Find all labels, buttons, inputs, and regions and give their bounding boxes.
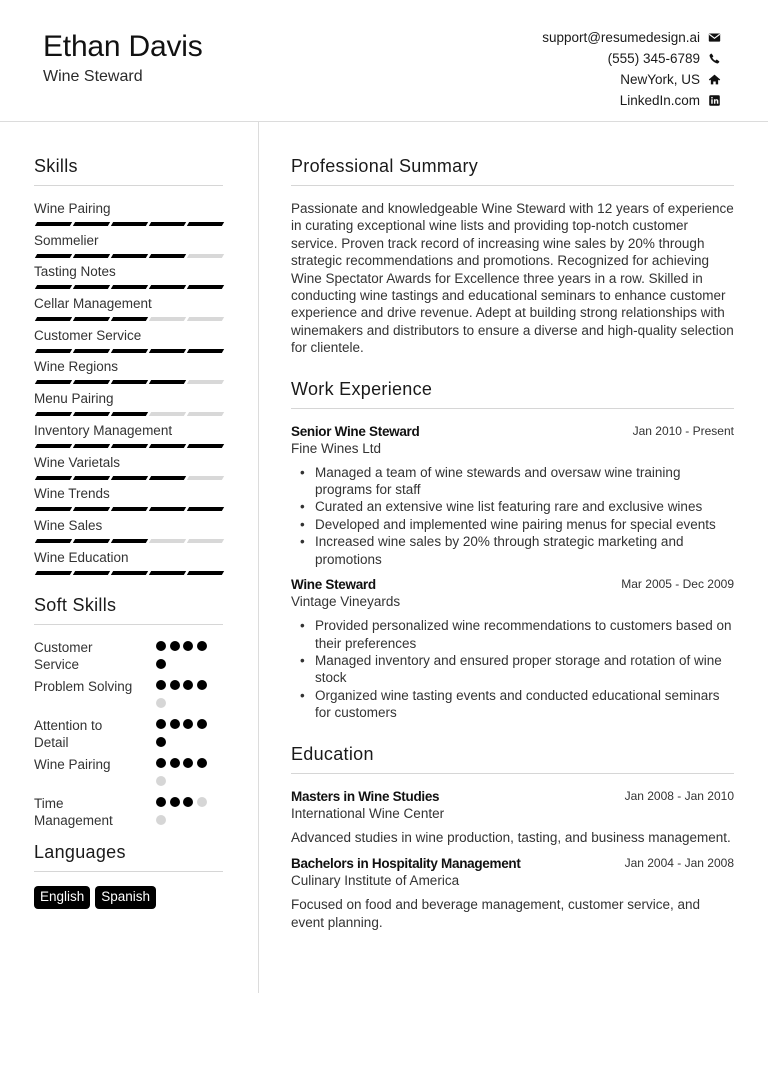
rating-segment-empty	[187, 476, 224, 480]
skill-name: Tasting Notes	[34, 264, 116, 280]
rating-segment-empty	[187, 254, 224, 258]
education-description: Advanced studies in wine production, tasting, and business management.	[291, 829, 731, 845]
skill-item	[34, 517, 223, 549]
skill-item	[34, 454, 223, 486]
rating-dot-filled	[170, 797, 180, 807]
soft-skill-rating-dots	[156, 797, 212, 829]
entry-header	[291, 855, 734, 872]
rating-dot-filled	[156, 797, 166, 807]
job-title: Senior Wine Steward	[291, 423, 420, 439]
rating-dot-empty	[156, 776, 166, 786]
rating-dot-filled	[156, 680, 166, 690]
rating-segment-empty	[149, 412, 186, 416]
soft-skills-list	[34, 639, 223, 829]
rating-segment-filled	[35, 285, 72, 289]
rating-segment-filled	[35, 507, 72, 511]
rating-segment-filled	[111, 476, 148, 480]
soft-skill-name: Time Management	[34, 796, 113, 829]
envelope-icon	[707, 31, 721, 45]
rating-dot-filled	[170, 641, 180, 651]
rating-dot-filled	[170, 719, 180, 729]
responsibility-list	[291, 464, 734, 568]
responsibility-item: • Increased wine sales by 20% through strategic marketing and promotions	[315, 533, 734, 568]
skill-rating-bar	[34, 507, 223, 511]
rating-segment-filled	[149, 476, 186, 480]
rating-segment-filled	[35, 254, 72, 258]
skill-name: Wine Regions	[34, 359, 119, 375]
company-name: Fine Wines Ltd	[291, 440, 382, 456]
rating-dot-filled	[170, 680, 180, 690]
soft-skill-name: Problem Solving	[34, 679, 133, 695]
rating-segment-filled	[111, 254, 148, 258]
right-column	[291, 156, 734, 940]
rating-dot-filled	[183, 680, 193, 690]
rating-segment-filled	[73, 539, 110, 543]
rating-segment-filled	[73, 380, 110, 384]
skill-name: Wine Sales	[34, 517, 103, 533]
responsibility-item: • Curated an extensive wine list featuring rare and exclusive wines	[315, 498, 734, 515]
rating-segment-filled	[187, 444, 224, 448]
rating-segment-filled	[149, 571, 186, 575]
experience-section	[291, 379, 734, 722]
rating-segment-filled	[73, 349, 110, 353]
education-entry	[291, 788, 734, 847]
rating-segment-filled	[73, 317, 110, 321]
soft-skill-item	[34, 678, 223, 712]
rating-segment-filled	[73, 476, 110, 480]
rating-segment-filled	[73, 412, 110, 416]
rating-segment-filled	[187, 349, 224, 353]
skill-rating-bar	[34, 222, 223, 226]
soft-skill-name: Wine Pairing	[34, 757, 111, 773]
skill-rating-bar	[34, 444, 223, 448]
rating-segment-filled	[111, 380, 148, 384]
job-dates: Mar 2005 - Dec 2009	[621, 577, 734, 592]
rating-segment-empty	[187, 380, 224, 384]
education-dates: Jan 2008 - Jan 2010	[624, 788, 734, 803]
experience-entry	[291, 423, 734, 568]
skill-rating-bar	[34, 317, 223, 321]
contact-list	[542, 27, 721, 111]
soft-skill-rating-dots	[156, 719, 212, 751]
rating-segment-filled	[73, 222, 110, 226]
soft-skill-name: Attention to Detail	[34, 718, 103, 751]
rating-segment-empty	[187, 317, 224, 321]
contact-location	[542, 69, 721, 90]
rating-segment-filled	[111, 349, 148, 353]
languages-section	[34, 842, 223, 909]
skill-name: Wine Education	[34, 549, 129, 565]
rating-segment-filled	[149, 444, 186, 448]
skill-rating-bar	[34, 476, 223, 480]
skill-name: Cellar Management	[34, 296, 152, 312]
skill-item	[34, 232, 223, 264]
rating-segment-filled	[187, 285, 224, 289]
skill-name: Wine Pairing	[34, 201, 111, 216]
rating-dot-filled	[183, 797, 193, 807]
responsibility-item: • Provided personalized wine recommendations to customers based on their preferences	[315, 617, 734, 652]
rating-segment-filled	[35, 412, 72, 416]
skill-rating-bar	[34, 349, 223, 353]
linkedin-text[interactable]: LinkedIn.com	[619, 93, 700, 108]
job-title: Wine Steward	[291, 577, 376, 593]
rating-segment-filled	[149, 285, 186, 289]
skill-item	[34, 485, 223, 517]
rating-dot-filled	[183, 758, 193, 768]
resume-header	[0, 0, 768, 122]
rating-segment-filled	[111, 507, 148, 511]
school-name: International Wine Center	[291, 805, 445, 821]
rating-segment-filled	[73, 254, 110, 258]
rating-dot-filled	[183, 719, 193, 729]
responsibility-list	[291, 617, 734, 721]
soft-skill-rating-dots	[156, 641, 212, 673]
education-heading: Education	[291, 744, 734, 774]
rating-segment-filled	[187, 571, 224, 575]
skill-item	[34, 200, 223, 232]
summary-heading: Professional Summary	[291, 156, 734, 186]
rating-segment-filled	[35, 571, 72, 575]
rating-segment-filled	[111, 444, 148, 448]
rating-segment-filled	[111, 317, 148, 321]
rating-dot-filled	[170, 758, 180, 768]
rating-segment-filled	[73, 444, 110, 448]
rating-segment-filled	[35, 380, 72, 384]
language-badge: Spanish	[95, 886, 156, 909]
home-icon	[707, 73, 721, 87]
skill-item	[34, 390, 223, 422]
rating-segment-filled	[111, 571, 148, 575]
skill-rating-bar	[34, 571, 223, 575]
rating-segment-filled	[187, 507, 224, 511]
skill-name: Inventory Management	[34, 422, 173, 438]
education-dates: Jan 2004 - Jan 2008	[624, 855, 734, 870]
column-divider	[258, 122, 259, 993]
phone-icon	[707, 52, 721, 66]
rating-dot-filled	[156, 719, 166, 729]
skill-item	[34, 327, 223, 359]
skill-rating-bar	[34, 254, 223, 258]
skill-item	[34, 422, 223, 454]
education-description: Focused on food and beverage management, customer service, and event planning.	[291, 896, 700, 930]
skill-name: Menu Pairing	[34, 391, 114, 407]
skill-item	[34, 263, 223, 295]
soft-skill-item	[34, 717, 223, 751]
rating-segment-filled	[35, 539, 72, 543]
skill-name: Sommelier	[34, 232, 99, 248]
skill-rating-bar	[34, 285, 223, 289]
skill-name: Wine Varietals	[34, 454, 121, 470]
rating-segment-filled	[149, 349, 186, 353]
soft-skills-heading: Soft Skills	[34, 595, 223, 625]
rating-segment-filled	[111, 222, 148, 226]
rating-segment-filled	[73, 507, 110, 511]
rating-dot-filled	[197, 719, 207, 729]
skills-list	[34, 200, 223, 580]
rating-segment-filled	[35, 317, 72, 321]
skill-item	[34, 549, 223, 581]
skills-heading: Skills	[34, 156, 223, 186]
rating-segment-filled	[73, 285, 110, 289]
languages-list	[34, 886, 223, 909]
rating-segment-empty	[149, 539, 186, 543]
rating-segment-empty	[187, 539, 224, 543]
rating-segment-filled	[35, 444, 72, 448]
experience-list	[291, 423, 734, 722]
job-dates: Jan 2010 - Present	[632, 423, 734, 438]
contact-linkedin[interactable]	[542, 90, 721, 111]
rating-dot-empty	[156, 698, 166, 708]
soft-skill-rating-dots	[156, 758, 212, 790]
rating-dot-filled	[183, 641, 193, 651]
entry-header	[291, 576, 734, 593]
skill-rating-bar	[34, 412, 223, 416]
education-section	[291, 744, 734, 932]
rating-dot-empty	[156, 815, 166, 825]
skills-section	[34, 156, 223, 580]
rating-segment-filled	[149, 254, 186, 258]
rating-segment-filled	[111, 412, 148, 416]
soft-skills-section	[34, 595, 223, 829]
rating-dot-filled	[156, 641, 166, 651]
degree-name: Masters in Wine Studies	[291, 788, 440, 804]
rating-segment-filled	[149, 222, 186, 226]
summary-text: Passionate and knowledgeable Wine Steward with 12 years of experience in curating exceptional wine lists and providing top-notch customer service. Proven track record of increasing wine sales by 20% through strategic recommendations and promotions. Recognized for achieving Wine Spectator Awards for Excellence three years in a row. Skilled in conducting wine tastings and educational seminars to enhance customer experience and drive revenue. Adept at building strong relationships with winemakers and distributors to ensure a diverse and high-quality selection for clientele.	[291, 201, 734, 356]
soft-skill-name: Customer Service	[34, 640, 93, 673]
rating-dot-filled	[156, 737, 166, 747]
responsibility-item: • Developed and implemented wine pairing menus for special events	[315, 516, 734, 533]
responsibility-item: • Organized wine tasting events and conducted educational seminars for customers	[315, 687, 734, 722]
skill-item	[34, 358, 223, 390]
email-text[interactable]: support@resumedesign.ai	[542, 30, 700, 45]
soft-skill-item	[34, 639, 223, 673]
school-name: Culinary Institute of America	[291, 872, 460, 888]
responsibility-item: • Managed a team of wine stewards and oversaw wine training programs for staff	[315, 464, 734, 499]
rating-segment-filled	[35, 349, 72, 353]
candidate-title: Wine Steward	[43, 68, 143, 85]
candidate-name: Ethan Davis	[43, 30, 203, 63]
contact-phone[interactable]	[542, 48, 721, 69]
experience-heading: Work Experience	[291, 379, 734, 409]
rating-dot-filled	[197, 641, 207, 651]
summary-section	[291, 156, 734, 357]
responsibility-item: • Managed inventory and ensured proper storage and rotation of wine stock	[315, 652, 734, 687]
rating-segment-filled	[111, 539, 148, 543]
entry-header	[291, 423, 734, 440]
education-list	[291, 788, 734, 932]
language-badge: English	[34, 886, 90, 909]
linkedin-icon	[707, 94, 721, 108]
rating-dot-filled	[197, 758, 207, 768]
phone-text[interactable]: (555) 345-6789	[607, 51, 700, 66]
company-name: Vintage Vineyards	[291, 594, 401, 610]
experience-entry	[291, 576, 734, 721]
skill-name: Wine Trends	[34, 486, 110, 502]
rating-dot-filled	[156, 659, 166, 669]
rating-dot-filled	[197, 680, 207, 690]
soft-skill-rating-dots	[156, 680, 212, 712]
soft-skill-item	[34, 756, 223, 790]
contact-email[interactable]	[542, 27, 721, 48]
rating-dot-filled	[156, 758, 166, 768]
skill-item	[34, 295, 223, 327]
rating-segment-filled	[187, 222, 224, 226]
rating-segment-filled	[73, 571, 110, 575]
languages-heading: Languages	[34, 842, 223, 872]
rating-segment-filled	[149, 507, 186, 511]
skill-rating-bar	[34, 539, 223, 543]
rating-dot-empty	[197, 797, 207, 807]
rating-segment-filled	[35, 222, 72, 226]
rating-segment-empty	[187, 412, 224, 416]
rating-segment-filled	[111, 285, 148, 289]
left-column	[34, 156, 223, 909]
soft-skill-item	[34, 795, 223, 829]
degree-name: Bachelors in Hospitality Management	[291, 855, 521, 871]
skill-name: Customer Service	[34, 327, 142, 343]
education-entry	[291, 855, 734, 932]
rating-segment-filled	[149, 380, 186, 384]
rating-segment-empty	[149, 317, 186, 321]
skill-rating-bar	[34, 380, 223, 384]
entry-header	[291, 788, 734, 805]
rating-segment-filled	[35, 476, 72, 480]
location-text: NewYork, US	[620, 72, 700, 87]
